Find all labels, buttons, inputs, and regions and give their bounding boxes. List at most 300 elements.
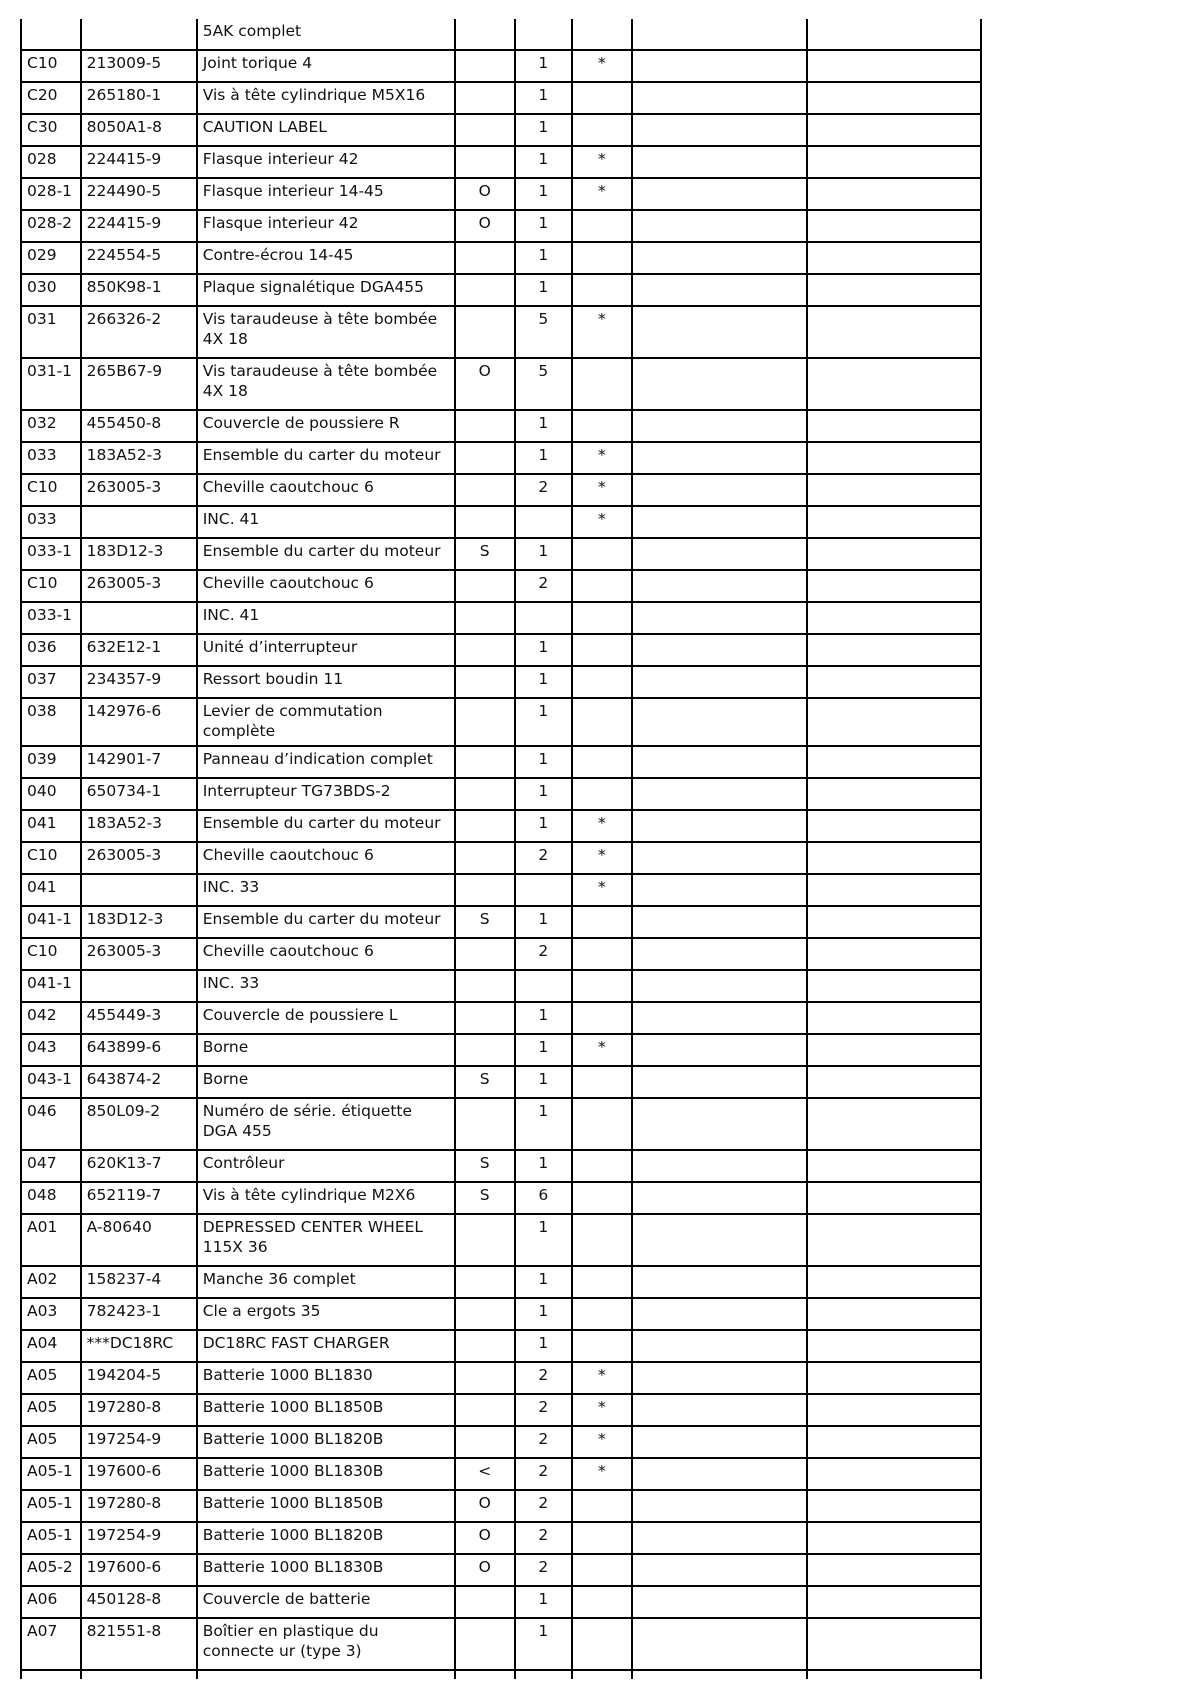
quantity-cell: 1 bbox=[515, 1066, 572, 1098]
description-cell: Batterie 1000 BL1820B bbox=[197, 1522, 455, 1554]
note-1-cell bbox=[632, 746, 808, 778]
code-cell bbox=[455, 1362, 515, 1394]
item-number-cell: A06 bbox=[21, 1586, 81, 1618]
continuation-cell bbox=[807, 1670, 981, 1679]
item-number-cell: 036 bbox=[21, 634, 81, 666]
mark-cell: * bbox=[572, 506, 632, 538]
description-cell: Borne bbox=[197, 1034, 455, 1066]
note-2-cell bbox=[807, 666, 981, 698]
note-2-cell bbox=[807, 970, 981, 1002]
description-cell: Unité d’interrupteur bbox=[197, 634, 455, 666]
table-row bbox=[21, 1362, 981, 1394]
code-cell bbox=[455, 666, 515, 698]
note-1-cell bbox=[632, 19, 808, 50]
note-1-cell bbox=[632, 50, 808, 82]
code-cell bbox=[455, 50, 515, 82]
table-row bbox=[21, 602, 981, 634]
description-cell: Joint torique 4 bbox=[197, 50, 455, 82]
part-number-cell: 8050A1-8 bbox=[81, 114, 197, 146]
note-2-cell bbox=[807, 358, 981, 410]
note-2-cell bbox=[807, 1362, 981, 1394]
quantity-cell: 1 bbox=[515, 538, 572, 570]
part-number-cell bbox=[81, 506, 197, 538]
note-2-cell bbox=[807, 1554, 981, 1586]
code-cell bbox=[455, 1618, 515, 1670]
item-number-cell: A05-1 bbox=[21, 1458, 81, 1490]
quantity-cell bbox=[515, 970, 572, 1002]
note-1-cell bbox=[632, 1426, 808, 1458]
quantity-cell: 1 bbox=[515, 778, 572, 810]
description-cell: CAUTION LABEL bbox=[197, 114, 455, 146]
part-number-cell bbox=[81, 602, 197, 634]
item-number-cell: 031-1 bbox=[21, 358, 81, 410]
quantity-cell: 1 bbox=[515, 114, 572, 146]
mark-cell bbox=[572, 538, 632, 570]
code-cell: < bbox=[455, 1458, 515, 1490]
quantity-cell: 1 bbox=[515, 210, 572, 242]
part-number-cell: 183A52-3 bbox=[81, 442, 197, 474]
mark-cell bbox=[572, 1266, 632, 1298]
note-2-cell bbox=[807, 1330, 981, 1362]
code-cell bbox=[455, 306, 515, 358]
note-2-cell bbox=[807, 1002, 981, 1034]
code-cell: S bbox=[455, 1150, 515, 1182]
table-row bbox=[21, 114, 981, 146]
code-cell bbox=[455, 810, 515, 842]
continuation-cell bbox=[515, 1670, 572, 1679]
quantity-cell: 2 bbox=[515, 1522, 572, 1554]
code-cell bbox=[455, 1002, 515, 1034]
note-2-cell bbox=[807, 538, 981, 570]
mark-cell bbox=[572, 1522, 632, 1554]
note-1-cell bbox=[632, 602, 808, 634]
mark-cell bbox=[572, 746, 632, 778]
quantity-cell: 2 bbox=[515, 1394, 572, 1426]
note-1-cell bbox=[632, 1458, 808, 1490]
part-number-cell: 455449-3 bbox=[81, 1002, 197, 1034]
part-number-cell: 263005-3 bbox=[81, 842, 197, 874]
mark-cell bbox=[572, 114, 632, 146]
part-number-cell: 850L09-2 bbox=[81, 1098, 197, 1150]
item-number-cell: C10 bbox=[21, 842, 81, 874]
quantity-cell: 1 bbox=[515, 666, 572, 698]
table-row bbox=[21, 1098, 981, 1150]
table-row bbox=[21, 442, 981, 474]
note-1-cell bbox=[632, 1150, 808, 1182]
note-1-cell bbox=[632, 874, 808, 906]
table-row bbox=[21, 210, 981, 242]
part-number-cell: 266326-2 bbox=[81, 306, 197, 358]
item-number-cell: 033 bbox=[21, 442, 81, 474]
table-row bbox=[21, 1266, 981, 1298]
description-cell: 5AK complet bbox=[197, 19, 455, 50]
mark-cell bbox=[572, 1330, 632, 1362]
note-2-cell bbox=[807, 938, 981, 970]
note-2-cell bbox=[807, 1098, 981, 1150]
note-1-cell bbox=[632, 358, 808, 410]
note-2-cell bbox=[807, 442, 981, 474]
mark-cell: * bbox=[572, 50, 632, 82]
part-number-cell bbox=[81, 970, 197, 1002]
note-2-cell bbox=[807, 570, 981, 602]
description-cell: Boîtier en plastique du connecte ur (type 3) bbox=[197, 1618, 455, 1670]
description-cell: Couvercle de poussiere R bbox=[197, 410, 455, 442]
mark-cell bbox=[572, 938, 632, 970]
note-1-cell bbox=[632, 1266, 808, 1298]
part-number-cell: 652119-7 bbox=[81, 1182, 197, 1214]
quantity-cell: 2 bbox=[515, 842, 572, 874]
table-row bbox=[21, 906, 981, 938]
code-cell bbox=[455, 602, 515, 634]
note-1-cell bbox=[632, 442, 808, 474]
item-number-cell: A05-1 bbox=[21, 1522, 81, 1554]
part-number-cell: 183D12-3 bbox=[81, 538, 197, 570]
code-cell bbox=[455, 114, 515, 146]
note-2-cell bbox=[807, 874, 981, 906]
item-number-cell: 041 bbox=[21, 874, 81, 906]
table-row bbox=[21, 1586, 981, 1618]
part-number-cell: 197600-6 bbox=[81, 1458, 197, 1490]
code-cell bbox=[455, 1098, 515, 1150]
note-1-cell bbox=[632, 1394, 808, 1426]
description-cell: Flasque interieur 42 bbox=[197, 146, 455, 178]
description-cell: Flasque interieur 14-45 bbox=[197, 178, 455, 210]
note-2-cell bbox=[807, 906, 981, 938]
quantity-cell bbox=[515, 19, 572, 50]
mark-cell: * bbox=[572, 178, 632, 210]
note-2-cell bbox=[807, 1214, 981, 1266]
quantity-cell: 1 bbox=[515, 1098, 572, 1150]
part-number-cell: 142976-6 bbox=[81, 698, 197, 746]
note-1-cell bbox=[632, 178, 808, 210]
note-1-cell bbox=[632, 970, 808, 1002]
description-cell: Vis à tête cylindrique M2X6 bbox=[197, 1182, 455, 1214]
code-cell bbox=[455, 698, 515, 746]
part-number-cell: 197254-9 bbox=[81, 1426, 197, 1458]
note-1-cell bbox=[632, 570, 808, 602]
quantity-cell: 2 bbox=[515, 570, 572, 602]
note-2-cell bbox=[807, 506, 981, 538]
note-1-cell bbox=[632, 82, 808, 114]
code-cell bbox=[455, 274, 515, 306]
part-number-cell: 850K98-1 bbox=[81, 274, 197, 306]
description-cell: Batterie 1000 BL1830 bbox=[197, 1362, 455, 1394]
item-number-cell: 041-1 bbox=[21, 906, 81, 938]
item-number-cell: C20 bbox=[21, 82, 81, 114]
description-cell: Vis à tête cylindrique M5X16 bbox=[197, 82, 455, 114]
code-cell bbox=[455, 410, 515, 442]
description-cell: DC18RC FAST CHARGER bbox=[197, 1330, 455, 1362]
item-number-cell: 047 bbox=[21, 1150, 81, 1182]
note-1-cell bbox=[632, 938, 808, 970]
note-1-cell bbox=[632, 306, 808, 358]
note-2-cell bbox=[807, 602, 981, 634]
table-row bbox=[21, 1298, 981, 1330]
note-2-cell bbox=[807, 306, 981, 358]
quantity-cell: 1 bbox=[515, 1214, 572, 1266]
note-1-cell bbox=[632, 698, 808, 746]
mark-cell: * bbox=[572, 1394, 632, 1426]
mark-cell bbox=[572, 1214, 632, 1266]
table-row bbox=[21, 1214, 981, 1266]
table-row bbox=[21, 778, 981, 810]
note-1-cell bbox=[632, 1034, 808, 1066]
description-cell: Batterie 1000 BL1820B bbox=[197, 1426, 455, 1458]
quantity-cell: 2 bbox=[515, 1362, 572, 1394]
continuation-cell bbox=[81, 1670, 197, 1679]
item-number-cell: 028-1 bbox=[21, 178, 81, 210]
quantity-cell: 1 bbox=[515, 906, 572, 938]
item-number-cell: 040 bbox=[21, 778, 81, 810]
description-cell: Flasque interieur 42 bbox=[197, 210, 455, 242]
quantity-cell: 6 bbox=[515, 1182, 572, 1214]
note-2-cell bbox=[807, 1150, 981, 1182]
quantity-cell: 1 bbox=[515, 146, 572, 178]
quantity-cell: 1 bbox=[515, 50, 572, 82]
table-row bbox=[21, 938, 981, 970]
item-number-cell: 043 bbox=[21, 1034, 81, 1066]
note-2-cell bbox=[807, 1426, 981, 1458]
item-number-cell: A07 bbox=[21, 1618, 81, 1670]
table-row bbox=[21, 50, 981, 82]
table-row bbox=[21, 1458, 981, 1490]
quantity-cell: 2 bbox=[515, 474, 572, 506]
description-cell: Ensemble du carter du moteur bbox=[197, 442, 455, 474]
table-row bbox=[21, 1394, 981, 1426]
description-cell: Manche 36 complet bbox=[197, 1266, 455, 1298]
note-2-cell bbox=[807, 1490, 981, 1522]
note-1-cell bbox=[632, 1554, 808, 1586]
code-cell bbox=[455, 146, 515, 178]
code-cell bbox=[455, 1394, 515, 1426]
table-row bbox=[21, 178, 981, 210]
description-cell: Ressort boudin 11 bbox=[197, 666, 455, 698]
note-2-cell bbox=[807, 410, 981, 442]
part-number-cell: 197280-8 bbox=[81, 1490, 197, 1522]
note-2-cell bbox=[807, 810, 981, 842]
quantity-cell: 5 bbox=[515, 306, 572, 358]
table-row bbox=[21, 1490, 981, 1522]
description-cell: Cheville caoutchouc 6 bbox=[197, 842, 455, 874]
quantity-cell bbox=[515, 874, 572, 906]
mark-cell bbox=[572, 1298, 632, 1330]
table-row bbox=[21, 19, 981, 50]
code-cell: O bbox=[455, 358, 515, 410]
mark-cell: * bbox=[572, 810, 632, 842]
note-2-cell bbox=[807, 1394, 981, 1426]
mark-cell bbox=[572, 1098, 632, 1150]
code-cell bbox=[455, 874, 515, 906]
item-number-cell: 031 bbox=[21, 306, 81, 358]
mark-cell bbox=[572, 210, 632, 242]
note-1-cell bbox=[632, 906, 808, 938]
part-number-cell: 224415-9 bbox=[81, 146, 197, 178]
parts-table bbox=[20, 19, 982, 1679]
note-1-cell bbox=[632, 1490, 808, 1522]
table-row bbox=[21, 842, 981, 874]
code-cell: O bbox=[455, 1554, 515, 1586]
part-number-cell: 265B67-9 bbox=[81, 358, 197, 410]
mark-cell bbox=[572, 778, 632, 810]
note-1-cell bbox=[632, 274, 808, 306]
note-2-cell bbox=[807, 114, 981, 146]
note-1-cell bbox=[632, 1618, 808, 1670]
part-number-cell: 197280-8 bbox=[81, 1394, 197, 1426]
item-number-cell: 048 bbox=[21, 1182, 81, 1214]
description-cell: Plaque signalétique DGA455 bbox=[197, 274, 455, 306]
code-cell: O bbox=[455, 178, 515, 210]
part-number-cell: 782423-1 bbox=[81, 1298, 197, 1330]
item-number-cell: 037 bbox=[21, 666, 81, 698]
mark-cell: * bbox=[572, 1426, 632, 1458]
item-number-cell: A05 bbox=[21, 1362, 81, 1394]
table-row bbox=[21, 970, 981, 1002]
note-1-cell bbox=[632, 1522, 808, 1554]
mark-cell bbox=[572, 242, 632, 274]
code-cell: O bbox=[455, 1522, 515, 1554]
table-row bbox=[21, 1182, 981, 1214]
table-row-continuation bbox=[21, 1670, 981, 1679]
code-cell bbox=[455, 1586, 515, 1618]
table-row bbox=[21, 410, 981, 442]
item-number-cell: C10 bbox=[21, 50, 81, 82]
note-2-cell bbox=[807, 698, 981, 746]
note-1-cell bbox=[632, 1214, 808, 1266]
item-number-cell: A02 bbox=[21, 1266, 81, 1298]
code-cell bbox=[455, 842, 515, 874]
table-row bbox=[21, 1034, 981, 1066]
note-1-cell bbox=[632, 1098, 808, 1150]
note-2-cell bbox=[807, 242, 981, 274]
description-cell: Panneau d’indication complet bbox=[197, 746, 455, 778]
part-number-cell: 650734-1 bbox=[81, 778, 197, 810]
mark-cell: * bbox=[572, 1362, 632, 1394]
quantity-cell: 2 bbox=[515, 1490, 572, 1522]
code-cell bbox=[455, 570, 515, 602]
description-cell: DEPRESSED CENTER WHEEL 115X 36 bbox=[197, 1214, 455, 1266]
mark-cell bbox=[572, 274, 632, 306]
mark-cell bbox=[572, 19, 632, 50]
part-number-cell: 620K13-7 bbox=[81, 1150, 197, 1182]
part-number-cell: 197600-6 bbox=[81, 1554, 197, 1586]
item-number-cell: 042 bbox=[21, 1002, 81, 1034]
note-1-cell bbox=[632, 538, 808, 570]
description-cell: Ensemble du carter du moteur bbox=[197, 810, 455, 842]
code-cell bbox=[455, 506, 515, 538]
table-row bbox=[21, 146, 981, 178]
description-cell: Vis taraudeuse à tête bombée 4X 18 bbox=[197, 306, 455, 358]
quantity-cell: 1 bbox=[515, 698, 572, 746]
note-1-cell bbox=[632, 146, 808, 178]
mark-cell: * bbox=[572, 146, 632, 178]
description-cell: Cheville caoutchouc 6 bbox=[197, 938, 455, 970]
code-cell bbox=[455, 1298, 515, 1330]
quantity-cell: 1 bbox=[515, 746, 572, 778]
description-cell: Cle a ergots 35 bbox=[197, 1298, 455, 1330]
mark-cell: * bbox=[572, 842, 632, 874]
code-cell bbox=[455, 938, 515, 970]
quantity-cell: 5 bbox=[515, 358, 572, 410]
note-2-cell bbox=[807, 474, 981, 506]
item-number-cell: A01 bbox=[21, 1214, 81, 1266]
note-1-cell bbox=[632, 210, 808, 242]
note-2-cell bbox=[807, 1618, 981, 1670]
quantity-cell: 1 bbox=[515, 1618, 572, 1670]
part-number-cell: 158237-4 bbox=[81, 1266, 197, 1298]
description-cell: INC. 33 bbox=[197, 970, 455, 1002]
note-1-cell bbox=[632, 634, 808, 666]
description-cell: Batterie 1000 BL1830B bbox=[197, 1458, 455, 1490]
quantity-cell: 1 bbox=[515, 242, 572, 274]
note-1-cell bbox=[632, 1330, 808, 1362]
code-cell: S bbox=[455, 1182, 515, 1214]
part-number-cell: 263005-3 bbox=[81, 570, 197, 602]
code-cell bbox=[455, 970, 515, 1002]
item-number-cell: 033-1 bbox=[21, 538, 81, 570]
part-number-cell: 450128-8 bbox=[81, 1586, 197, 1618]
item-number-cell: A05-1 bbox=[21, 1490, 81, 1522]
code-cell: S bbox=[455, 538, 515, 570]
code-cell: S bbox=[455, 906, 515, 938]
note-1-cell bbox=[632, 1362, 808, 1394]
code-cell bbox=[455, 1426, 515, 1458]
part-number-cell: 183A52-3 bbox=[81, 810, 197, 842]
part-number-cell: 455450-8 bbox=[81, 410, 197, 442]
quantity-cell: 1 bbox=[515, 1034, 572, 1066]
table-row bbox=[21, 698, 981, 746]
item-number-cell: 028-2 bbox=[21, 210, 81, 242]
mark-cell bbox=[572, 906, 632, 938]
table-row bbox=[21, 746, 981, 778]
mark-cell bbox=[572, 1182, 632, 1214]
quantity-cell: 1 bbox=[515, 82, 572, 114]
note-1-cell bbox=[632, 666, 808, 698]
quantity-cell: 1 bbox=[515, 1266, 572, 1298]
code-cell bbox=[455, 442, 515, 474]
table-row bbox=[21, 1554, 981, 1586]
table-row bbox=[21, 306, 981, 358]
code-cell: O bbox=[455, 1490, 515, 1522]
note-2-cell bbox=[807, 1066, 981, 1098]
description-cell: Cheville caoutchouc 6 bbox=[197, 474, 455, 506]
part-number-cell: ***DC18RC bbox=[81, 1330, 197, 1362]
note-1-cell bbox=[632, 778, 808, 810]
note-1-cell bbox=[632, 1298, 808, 1330]
note-2-cell bbox=[807, 778, 981, 810]
code-cell bbox=[455, 778, 515, 810]
item-number-cell: C10 bbox=[21, 474, 81, 506]
code-cell bbox=[455, 746, 515, 778]
part-number-cell: 142901-7 bbox=[81, 746, 197, 778]
quantity-cell: 1 bbox=[515, 810, 572, 842]
description-cell: Numéro de série. étiquette DGA 455 bbox=[197, 1098, 455, 1150]
note-2-cell bbox=[807, 210, 981, 242]
note-2-cell bbox=[807, 1298, 981, 1330]
mark-cell bbox=[572, 666, 632, 698]
continuation-cell bbox=[572, 1670, 632, 1679]
mark-cell bbox=[572, 634, 632, 666]
note-1-cell bbox=[632, 242, 808, 274]
description-cell: Vis taraudeuse à tête bombée 4X 18 bbox=[197, 358, 455, 410]
table-row bbox=[21, 1002, 981, 1034]
part-number-cell: 263005-3 bbox=[81, 938, 197, 970]
item-number-cell: 032 bbox=[21, 410, 81, 442]
item-number-cell: 041-1 bbox=[21, 970, 81, 1002]
mark-cell bbox=[572, 1586, 632, 1618]
note-1-cell bbox=[632, 810, 808, 842]
mark-cell bbox=[572, 410, 632, 442]
mark-cell bbox=[572, 1002, 632, 1034]
